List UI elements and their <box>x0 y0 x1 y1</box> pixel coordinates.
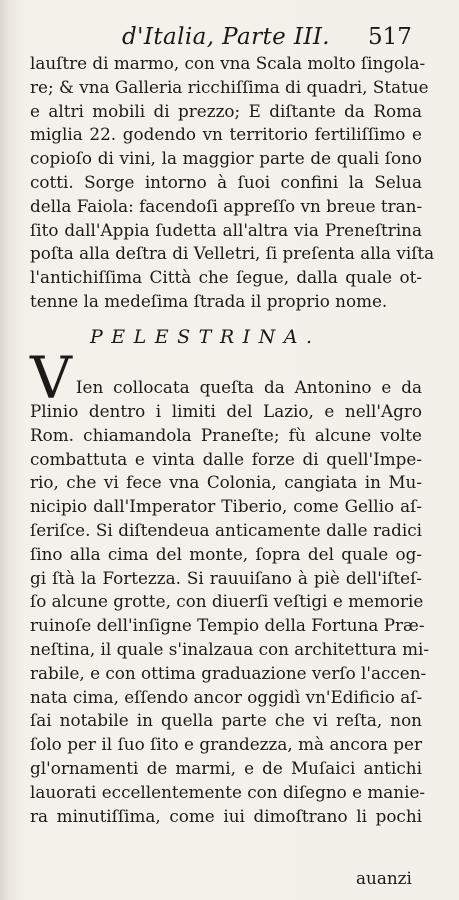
text-line: ruinoſe dell'inſigne Tempio della Fortuna Præ- <box>30 615 425 636</box>
text-line: miglia 22. godendo vn territorio fertiliſſimo e <box>30 124 422 145</box>
text-line: ſito dall'Appia ſudetta all'altra via Preneſtrina <box>30 219 422 240</box>
text-line: re; & vna Galleria ricchiſſima di quadri, Statue <box>30 76 429 97</box>
page-header <box>0 24 459 54</box>
text-line: nata cima, eſſendo ancor oggidì vn'Edificio aſ- <box>30 686 423 707</box>
text-line: ſo alcune grotte, con diuerſi veſtigi e memorie <box>30 591 424 612</box>
text-line: e altri mobili di prezzo; E diſtante da Roma <box>30 100 422 121</box>
text-line: ra minutiſſima, come iui dimoſtrano li pochi <box>30 805 422 826</box>
text-line: lauſtre di marmo, con vna Scala molto ſingola- <box>30 53 426 73</box>
text-line: cotti. Sorge intorno à ſuoi confini la Selua <box>30 171 422 192</box>
drop-cap: V <box>30 344 72 412</box>
top-paragraph <box>30 52 435 314</box>
catchword: auanzi <box>356 868 412 888</box>
main-paragraph <box>30 344 430 828</box>
text-line: rio, che vi fece vna Colonia, cangiata in Mu- <box>30 472 422 493</box>
text-line: tenne la medeſima ſtrada il proprio nome. <box>30 290 388 311</box>
text-line: combattuta e vinta dalle forze di quell'Impe- <box>30 448 422 469</box>
text-line: neſtina, il quale s'inalzaua con architettura mi- <box>30 638 430 659</box>
text-line: ſolo per il ſuo ſito e grandezza, mà ancora per <box>30 734 422 755</box>
running-title: d'Italia, Parte III. <box>122 24 331 50</box>
text-line: l'antichiſſima Città che ſegue, dalla quale ot- <box>30 267 422 288</box>
first-line-text: Ien collocata queſta da Antonino e da <box>75 377 422 398</box>
text-line: lauorati eccellentemente con diſegno e manie- <box>30 781 426 802</box>
text-line: della Faiola: facendoſi appreſſo vn breue tran- <box>30 195 423 216</box>
text-line: ſai notabile in quella parte che vi reſta, non <box>30 710 422 731</box>
text-line: gl'ornamenti de marmi, e de Muſaici antichi <box>30 757 422 778</box>
section-heading: PELESTRINA. <box>90 326 321 348</box>
text-line: nicipio dall'Imperator Tiberio, come Gellio aſ- <box>30 496 422 517</box>
text-line: ſeriſce. Si diſtendeua anticamente dalle radici <box>30 519 422 540</box>
text-line: rabile, e con ottima graduazione verſo l'accen- <box>30 662 427 683</box>
text-line: gi ſtà la Fortezza. Si rauuiſano à piè dell'iſteſ- <box>30 567 422 588</box>
text-line: Rom. chiamandola Praneſte; fù alcune volte <box>30 424 422 445</box>
text-line: poſta alla deſtra di Velletri, ſi preſenta alla viſta <box>30 243 435 264</box>
text-line: ſino alla cima del monte, ſopra del quale og- <box>30 543 422 564</box>
page-number: 517 <box>368 24 412 50</box>
text-line: Plinio dentro i limiti del Lazio, e nell'Agro <box>30 401 422 421</box>
text-line: copioſo di vini, la maggior parte de quali ſono <box>30 148 422 169</box>
